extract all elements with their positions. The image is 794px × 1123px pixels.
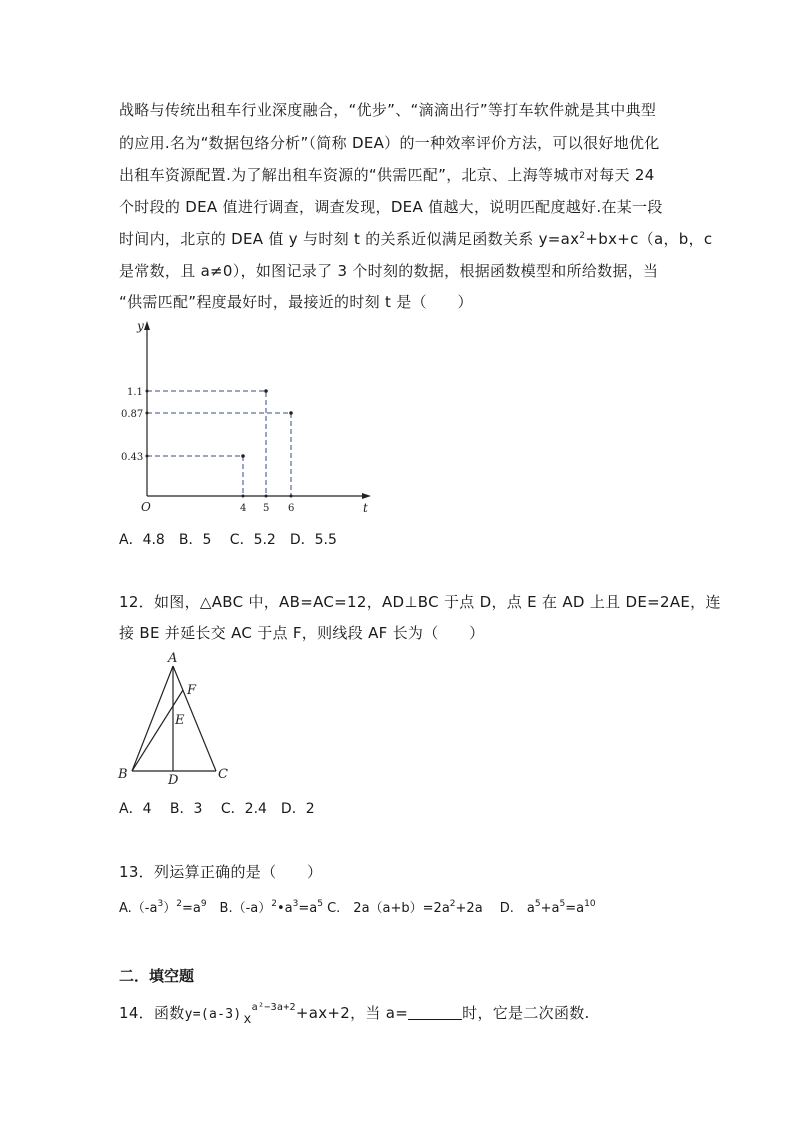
q12-line-2: 接 BE 并延长交 AC 于点 F，则线段 AF 长为（ ）: [119, 624, 485, 642]
q14-suffix: 时，它是二次函数.: [462, 1004, 590, 1022]
q13-opt-b-sup1: 2: [271, 899, 277, 909]
q13-opt-d-sup3: 10: [584, 899, 596, 909]
q13-opt-d-eq: =a: [565, 901, 585, 916]
ytick-0.87: 0.87: [121, 409, 144, 420]
ytick-1.1: 1.1: [127, 387, 143, 398]
q14-x: x: [243, 1012, 252, 1027]
label-A: A: [168, 651, 178, 666]
q13-opt-b-mid: •a: [277, 901, 293, 916]
xtick-6: 6: [288, 503, 295, 514]
q13-opt-b-eq: =a: [298, 901, 318, 916]
q11-line-2: 的应用.名为“数据包络分析”（简称 DEA）的一种效率评价方法，可以很好地优化: [119, 134, 660, 152]
label-D: D: [168, 773, 179, 788]
point-6-0.87: [289, 411, 293, 415]
q13-opt-a: A.（-a: [119, 901, 158, 916]
q11-line-5-text: 时间内，北京的 DEA 值 y 与时刻 t 的关系近似满足函数关系 y=ax: [119, 230, 580, 248]
guide-0.43: [147, 456, 243, 496]
q11-line-5-tail: +bx+c（a，b，c: [585, 230, 713, 248]
ytick-0.43: 0.43: [121, 452, 144, 463]
ytick-dot-0.87: [146, 412, 149, 415]
q13-opt-c-sup: 2: [449, 899, 456, 909]
q14-line: [119, 1003, 590, 1030]
q13-opt-c-tail: +2a D. a: [455, 901, 535, 916]
xtick-5: 5: [263, 503, 270, 514]
q14-answer-blank[interactable]: [408, 1005, 462, 1020]
q13-opt-a-sup1: 3: [157, 899, 164, 909]
q13-opt-d-mid: +a: [540, 901, 560, 916]
xtick-dot-5: [265, 495, 268, 498]
y-axis-arrow: [144, 321, 150, 330]
x-axis-label: t: [363, 501, 368, 515]
q13-opt-d-sup1: 5: [534, 899, 541, 909]
q13-opt-b: B.（-a）: [206, 901, 272, 916]
point-5-1.1: [264, 389, 268, 393]
q13-options: [119, 900, 596, 918]
q12-figure: [112, 648, 242, 788]
q13-stem: 13．列运算正确的是（ ）: [119, 863, 323, 881]
x-axis-arrow: [362, 493, 371, 499]
q11-line-1: 战略与传统出租车行业深度融合，“优步”、“滴滴出行”等打车软件就是其中典型: [119, 101, 657, 119]
guide-1.1: [147, 391, 266, 496]
q11-figure: [121, 318, 385, 518]
label-E: E: [175, 713, 185, 728]
y-axis-label: y: [137, 319, 144, 333]
ytick-dot-1.1: [146, 390, 149, 393]
q11-line-4: 个时段的 DEA 值进行调查，调查发现，DEA 值越大，说明匹配度越好.在某一段: [119, 198, 663, 216]
q14-tail: +ax+2，当 a=: [295, 1004, 409, 1022]
q12-options: A．4 B．3 C．2.4 D．2: [119, 801, 315, 817]
q14-func: y=(a-3): [184, 1007, 242, 1022]
origin-label: O: [141, 500, 151, 514]
q13-opt-b-sup3: 5: [317, 899, 323, 909]
q13-opt-a-sup3: 9: [200, 899, 207, 909]
q13-opt-a-eq: =a: [181, 901, 201, 916]
label-B: B: [118, 767, 128, 782]
q13-opt-a-sup2: 2: [176, 899, 182, 909]
point-4-0.43: [241, 454, 245, 458]
guide-0.87: [147, 413, 291, 496]
xtick-dot-6: [290, 495, 293, 498]
q11-line-5: [119, 229, 712, 249]
xtick-4: 4: [240, 503, 247, 514]
segment-BF: [132, 690, 183, 771]
q11-line-7: “供需匹配”程度最好时，最接近的时刻 t 是（ ）: [119, 293, 473, 311]
q12-line-1: 12．如图，△ABC 中，AB=AC=12，AD⊥BC 于点 D，点 E 在 AD 上且 DE=2AE，连: [119, 593, 721, 611]
q11-line-6: 是常数，且 a≠0），如图记录了 3 个时刻的数据，根据函数模型和所给数据，当: [119, 262, 659, 280]
q14-exponent: a²−3a+2: [251, 1002, 296, 1013]
section-heading: 二．填空题: [119, 967, 195, 985]
label-F: F: [187, 683, 197, 698]
segment-AB: [132, 666, 173, 771]
q13-opt-b-sup2: 3: [292, 899, 299, 909]
q13-opt-c: C. 2a（a+b）=2a: [322, 901, 450, 916]
q11-line-5-sup: 2: [579, 231, 586, 241]
ytick-dot-0.43: [146, 455, 149, 458]
label-C: C: [218, 767, 228, 782]
q13-opt-a-mid: ）: [163, 901, 177, 916]
xtick-dot-4: [242, 495, 245, 498]
q14-prefix: 14．函数: [119, 1004, 185, 1022]
q11-line-3: 出租车资源配置.为了解出租车资源的“供需匹配”，北京、上海等城市对每天 24: [119, 166, 655, 184]
q13-opt-d-sup2: 5: [559, 899, 566, 909]
q11-options: A．4.8 B．5 C．5.2 D．5.5: [119, 532, 337, 548]
